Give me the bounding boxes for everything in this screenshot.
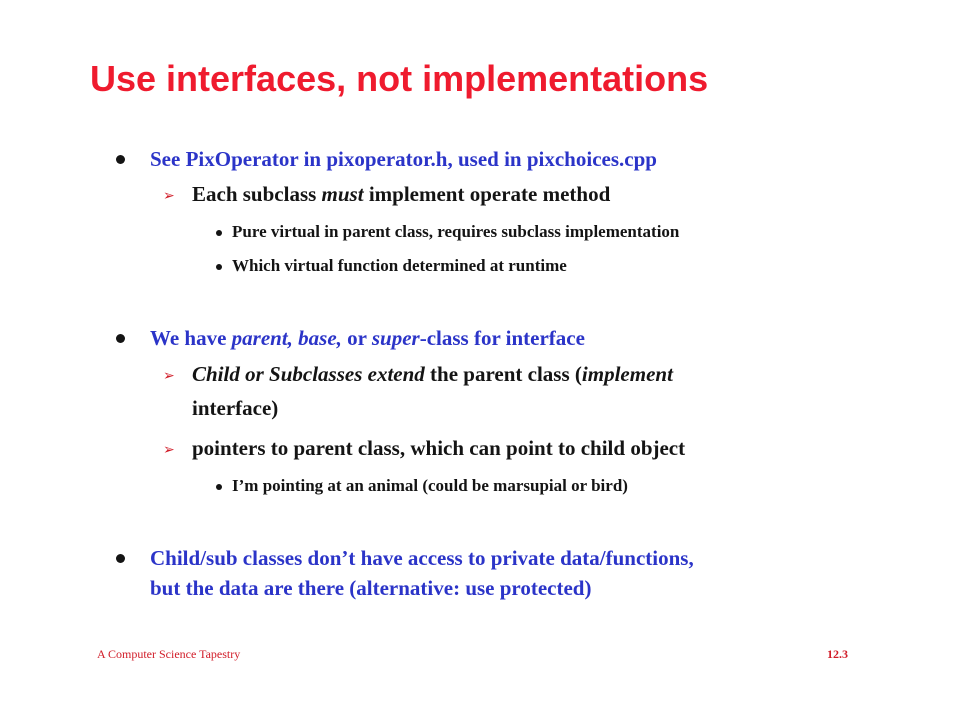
sub-sub-bullet-item: Which virtual function determined at runtime xyxy=(232,256,567,275)
dot-bullet-icon xyxy=(216,230,222,236)
bullet-icon xyxy=(116,155,125,164)
dot-bullet-icon xyxy=(216,264,222,270)
arrow-bullet-icon: ➢ xyxy=(163,442,175,458)
bullet-item-continuation: but the data are there (alternative: use protected) xyxy=(150,576,592,600)
sub-bullet-item: pointers to parent class, which can point to child object xyxy=(192,436,686,460)
slide-number: 12.3 xyxy=(827,647,848,661)
text-run: the parent class ( xyxy=(424,362,582,386)
sub-sub-bullet-item: Pure virtual in parent class, requires subclass implementation xyxy=(232,222,680,241)
text-run: -class for interface xyxy=(419,326,585,350)
bullet-icon xyxy=(116,554,125,563)
bullet-item: Child/sub classes don’t have access to private data/functions, xyxy=(150,546,694,570)
bullet-item: See PixOperator in pixoperator.h, used in pixchoices.cpp xyxy=(150,147,657,171)
bullet-item xyxy=(150,326,585,351)
text-run: implement operate method xyxy=(363,182,611,206)
footer-course-title: A Computer Science Tapestry xyxy=(97,647,241,661)
emphasis-text: implement xyxy=(581,362,673,386)
text-run: Each subclass xyxy=(192,182,322,206)
text-run: We have xyxy=(150,326,232,350)
slide-title: Use interfaces, not implementations xyxy=(90,58,709,99)
emphasis-text: must xyxy=(321,182,364,206)
emphasis-text: Child or Subclasses extend xyxy=(192,362,425,386)
sub-bullet-item xyxy=(192,362,673,387)
sub-bullet-item-continuation: interface) xyxy=(192,396,279,420)
bullet-icon xyxy=(116,334,125,343)
emphasis-text: super xyxy=(371,326,420,350)
arrow-bullet-icon: ➢ xyxy=(163,188,175,204)
dot-bullet-icon xyxy=(216,484,222,490)
text-run: or xyxy=(341,326,372,350)
sub-bullet-item xyxy=(192,182,610,207)
sub-sub-bullet-item: I’m pointing at an animal (could be marsupial or bird) xyxy=(232,476,628,495)
emphasis-text: parent, base, xyxy=(231,326,342,350)
arrow-bullet-icon: ➢ xyxy=(163,368,175,384)
